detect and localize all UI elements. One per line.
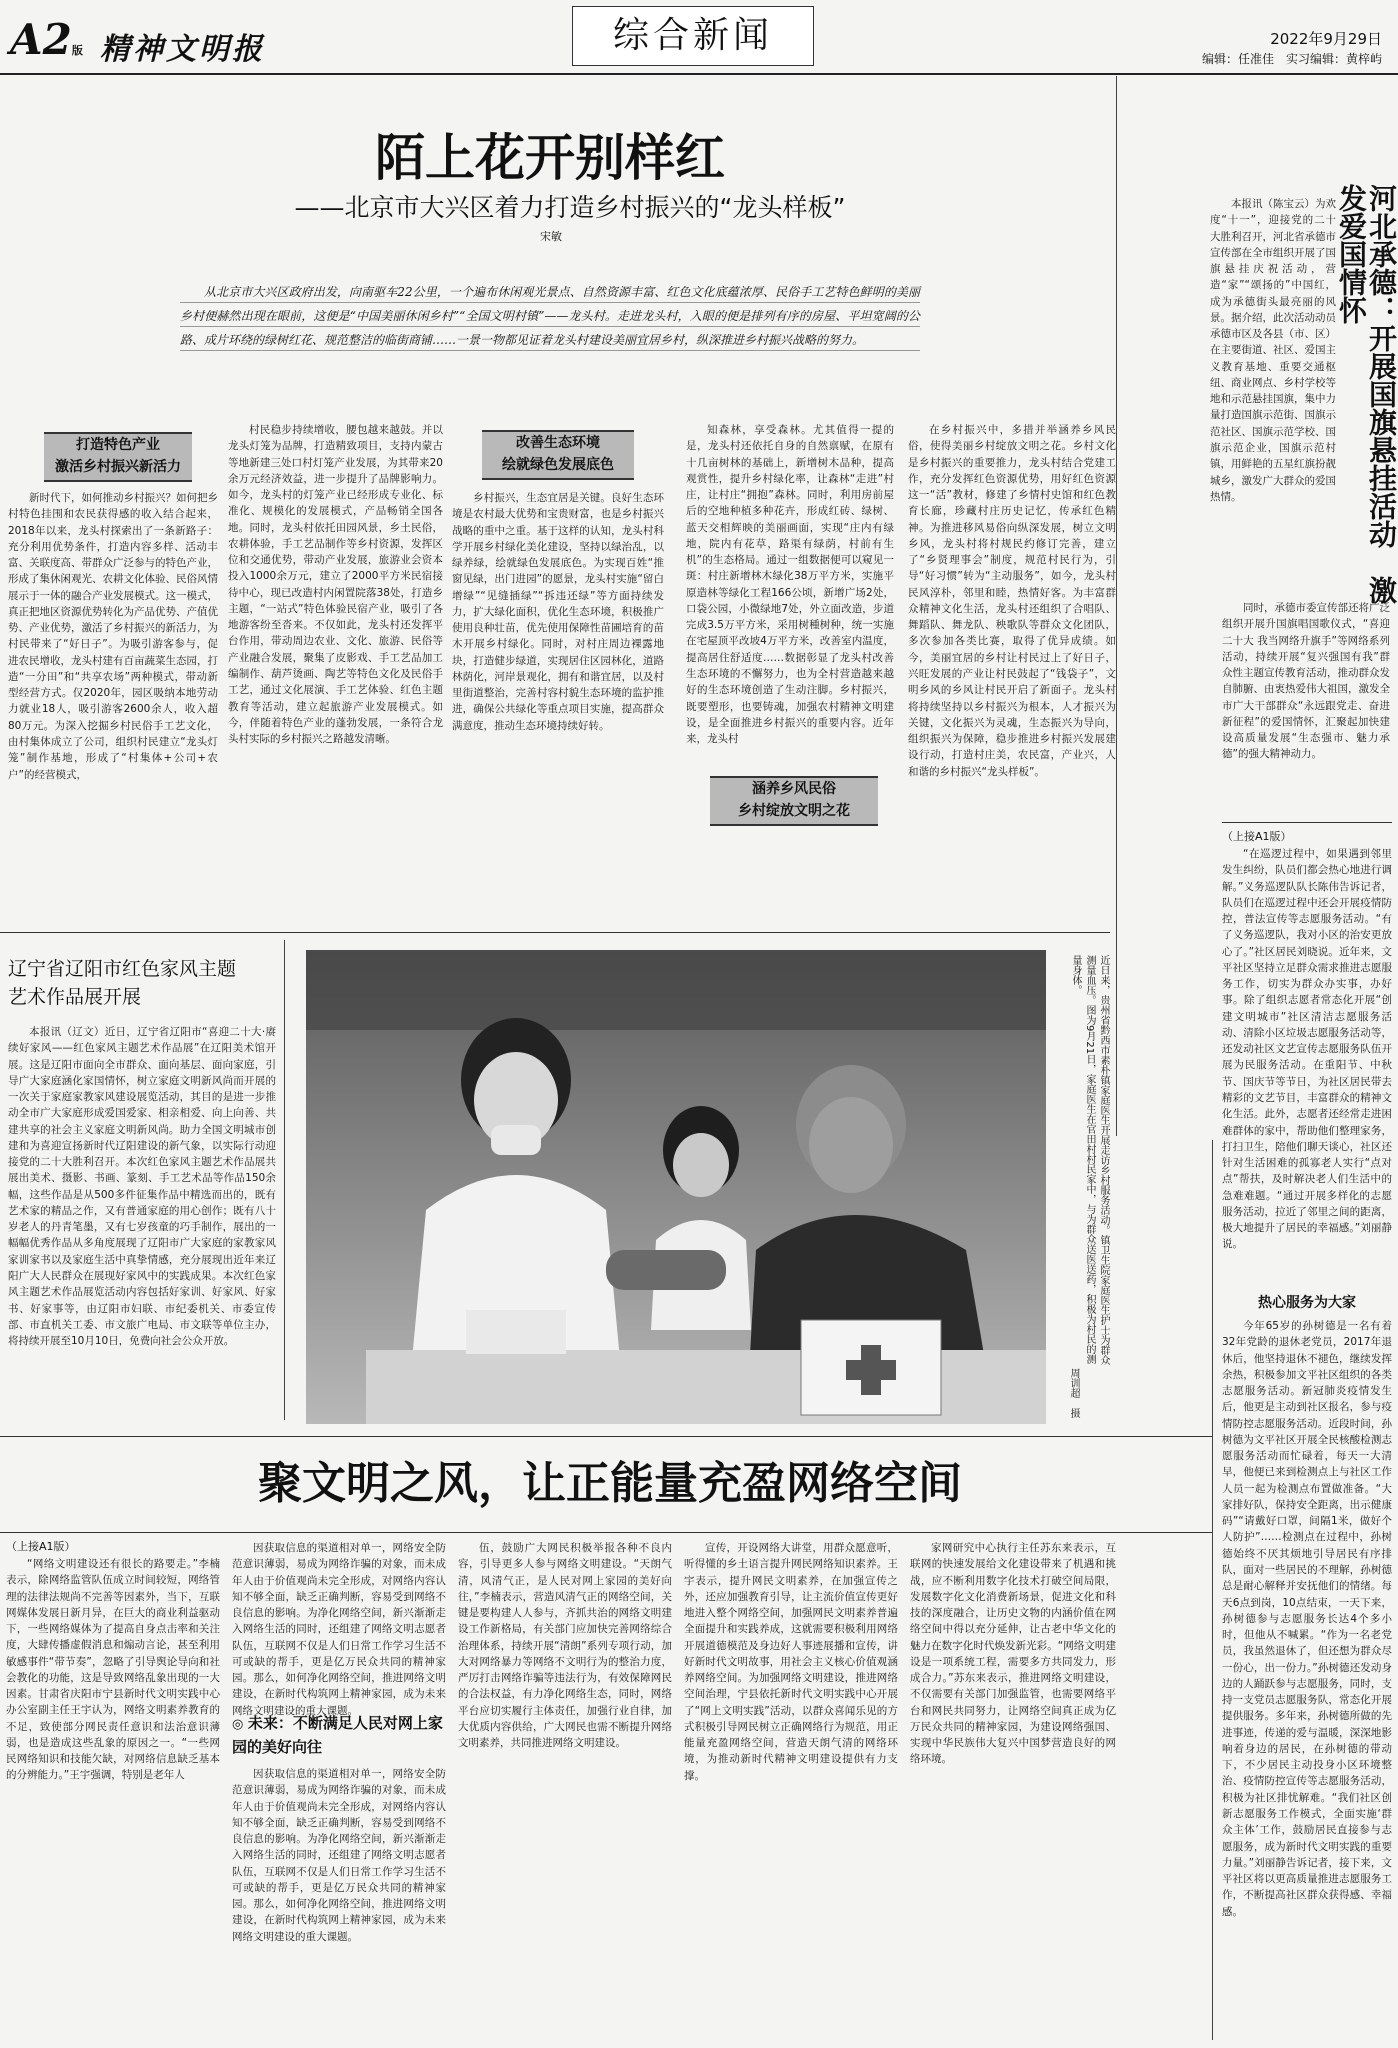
bottom-right-divider xyxy=(1212,1140,1213,2040)
lead-column-5: 在乡村振兴中，多措并举涵养乡风民俗，使得美丽乡村绽放文明之花。乡村文化是乡村振兴的重要推力，龙头村结合党建工作，充分发挥红色资源优势，用好红色资源这一“活”教材，修建了乡情村史馆和红色教育长廊，珍藏村庄历史记忆，传承红色精神。为推进移风易俗向纵深发展，树立文明乡风，龙头村将村规民约修订完善，建立了“乡贤理事会”制度，规范村民行为，引导“好习惯”转为“主动服务”，如今，龙头村民风淳朴，邻里和睦，热情好客。为丰富群众精神文化生活，龙头村还组织了合唱队、舞蹈队、舞龙队、秧歌队等群众文化团队，多次参加各类比赛，取得了优异成绩。如今，美丽宜居的乡村让村民过上了好日子，兴旺发展的产业让村民鼓起了“钱袋子”，文明乡风的乡风让村民开启了新面子。龙头村将持续坚持以乡村振兴为根本，人才振兴为关键，文化振兴为灵魂，生态振兴为导向，组织振兴为保障，稳步推进乡村振兴发展建设行动，打造村庄美，农民富，产业兴，人和谐的乡村振兴“龙头样板”。 xyxy=(908,424,1116,778)
bottom-title: 聚文明之风，让正能量充盈网络空间 xyxy=(258,1458,962,1509)
editors: 编辑：任准佳 实习编辑：黄梓屿 xyxy=(1201,52,1382,66)
right-story-column-1: 本报讯（陈宝云）为欢度“十一”，迎接党的二十大胜利召开，河北省承德市宣传部在全市组织开展了国旗悬挂庆祝活动，营造“家”“颂扬的”中国红，成为承德街头最亮丽的风景。据介绍，此次活动动员承德市区及各县（市、区）在主要街道、社区、爱国主义教育基地、重要交通枢纽、商业网点、乡村学校等地和示范悬挂国旗，集中力量打造国旗示范街、国旗示范社区、国旗示范学校、国旗示范企业，国旗示范村镇，用鲜艳的五星红旗扮靓城乡，激发广大群众的爱国热情。 xyxy=(1210,198,1336,503)
lead-title: 陌上花开别样红 xyxy=(375,129,725,187)
photo-caption: 近日来，贵州省黔西市素朴镇家庭医生开展走访乡村服务活动。镇卫生院家庭医生护士为群众测量血压。图为9月21日，家庭医生在官田村村民家中，与为群众送医送药，积极为村民的测量身体。 xyxy=(1070,955,1109,1365)
right-continued-text-2: 今年65岁的孙树德是一名有着32年党龄的退休老党员，2017年退休后，他坚持退休不褪色，继续发挥余热，积极参加文平社区组织的各类志愿服务活动。新冠肺炎疫情发生后，他更是主动到社区报名，参与疫情防控志愿服务活动。近段时间，孙树德为文平社区开展全民核酸检测志愿服务活动而忙碌着，每天一大清早，他便已来到检测点上与社区工作人员一起为检测点布置做准备。“大家排好队，保持安全距离，出示健康码”“请戴好口罩，间隔1米，做好个人防护”……检测点在过程中，孙树德始终不厌其烦地引导居民有序排队，面对一些居民的不理解，孙树德总是耐心解释并安抚他们的情绪。每天6点到岗，10点结束，一天下来，孙树德参与志愿服务长达4个多小时，但他从不喊累。“作为一名老党员，我虽然退休了，但还想为群众尽一份心，出一份力。”孙树德还发动身边的人踊跃参与志愿服务，同时，支持一支党员志愿服务队，常态化开展提供服务。多年来，孙树德所做的先进事迹，传递的爱与温暖，深深地影响着身边的居民，在孙树德的带动下，不少居民主动投身小区环境整治、疫情防控宣传等志愿服务活动，积极为社区排忧解难。“我们社区创新志愿服务工作模式，全面实施‘群众主体’工作，鼓励居民直接参与志愿服务，成为新时代文明实践的重要力量。”刘丽静告诉记者，接下来，文平社区将以更高质量推进志愿服务工作，不断提高社区群众获得感、幸福感。 xyxy=(1222,1320,1392,1918)
right-story-title: 河北承德：开展国旗悬挂活动 激发爱国情怀 xyxy=(1335,184,1398,604)
bottom-title-rule xyxy=(0,1532,1212,1533)
lead-byline: 宋敏 xyxy=(540,230,562,243)
lead-column-3: 乡村振兴，生态宜居是关键。良好生态环境是农村最大优势和宝贵财富，也是乡村振兴战略的重中之重。基于这样的认知，龙头村科学开展乡村绿化美化建设，坚持以绿治乱，以绿养绿，绘就绿色发展底色。为实现百姓“推窗见绿，出门进园”的愿景，龙头村实施“留白增绿”“见缝插绿”“拆违还绿”等方面持续发力，扩大绿化面积，优化生态环境，积极推广使用良种壮苗，优先使用保障性苗圃培育的苗木开展乡村绿化。同时，对村庄周边裸露地块，打造健步绿道，实现居住区园林化，道路林荫化，河岸景观化，拥有和谐宜居，以及村里街道整治，完善村容村貌生态环境的监护推进，确保公共绿化等重点项目实施，提高群众满意度，推动生态环境持续好转。 xyxy=(452,492,664,732)
left-story-text: 本报讯（辽文）近日，辽宁省辽阳市“喜迎二十大·赓续好家风——红色家风主题艺术作品展”在辽阳美术馆开展。这是辽阳市面向全市群众、面向基层、面向家庭，引导广大家庭涵化家国情怀，树立家庭文明新风尚而开展的一次关于家庭家教家风建设展览活动，其目的是进一步推动全市广大家庭形成爱国爱家、相亲相爱、向上向善、共建共享的社会主义家庭文明新风尚。助力全国文明城市创建和为喜迎宣扬新时代辽阳建设的新气象，以实际行动迎接党的二十大胜利召开。本次红色家风主题艺术作品展共展出美术、摄影、书画、篆刻、手工艺术品等作品150余幅，这些作品是从500多件征集作品中精选而出的，既有艺术家的精品之作，又有普通家庭的用心创作；既有八十岁老人的丹青笔墨，又有七岁孩童的巧手制作，展出的一幅幅优秀作品从多角度展现了辽阳市广大家庭的家教家风家训家书以及家庭生活中真挚情感，充分展现出近年来辽阳广大人民群众在展现好家风中的实践成果。本次红色家风主题艺术作品展览活动内容包括好家训、好家风、好家书、好家事等，由辽阳市妇联、市纪委机关、市委宣传部、市直机关工委、市文旅广电局、市文联等单位主办，将持续开展至10月10日，免费向社会公众开放。 xyxy=(8,1026,276,1348)
lead-subhead-3: 涵养乡风民俗 乡村绽放文明之花 xyxy=(710,776,878,826)
bottom-continued-label: （上接A1版） xyxy=(6,1540,76,1553)
bottom-subhead: ◎ 未来：不断满足人民对网上家园的美好向往 xyxy=(232,1714,443,1756)
lead-subhead-2: 改善生态环境 绘就绿色发展底色 xyxy=(482,430,634,480)
bottom-column-1: “网络文明建设还有很长的路要走。”李楠表示，除网络监管队伍成立时间较短，网络管理的法律法规尚不完善等因素外，当下，互联网媒体发展日新月异，在巨大的商业利益驱动下，一些网络媒体为了提高自身点击率和关注度，大肆传播虚假消息和煽动言论，甚至利用敏感事件“带节奏”，忽略了引导舆论导向和社会教化的功能，这是导致网络乱象出现的一大因素。甘肃省庆阳市宁县新时代文明实践中心办公室副主任王宇认为，网络文明素养教育的不足，致使部分网民责任意识和法治意识薄弱，也是造成这些乱象的原因之一。“一些网民网络知识和技能欠缺，对网络信息缺乏基本的分辨能力。”王宇强调，特别是老年人 xyxy=(6,1558,220,1782)
news-photo xyxy=(306,950,1046,1424)
right-column-divider xyxy=(1116,76,1117,1136)
lead-bottom-rule xyxy=(0,932,1110,933)
section-title: 综合新闻 xyxy=(612,15,773,56)
right-continued-text: “在巡逻过程中，如果遇到邻里发生纠纷，队员们都会热心地进行调解。”义务巡逻队队长陈伟告诉记者，队员们在巡逻过程中还会开展疫情防控，普法宣传等志愿服务活动。“有了义务巡逻队，我对小区的治安更放心了。”社区居民刘晓说。近年来，文平社区坚持立足群众需求推进志愿服务工作，切实为群众办实事，办好事。除了组织志愿者常态化开展“创建文明城市”社区清洁志愿服务活动、清除小区垃圾志愿服务活动等，还发动社区文艺宣传志愿服务队伍开展为民服务活动。在重阳节、中秋节、国庆节等节日，为社区居民带去精彩的文艺节目，丰富群众的精神文化生活。此外，志愿者还经常走进困难群体的家中，帮助他们整理家务，打扫卫生，陪他们聊天谈心，社区还针对生活困难的孤寡老人实行“点对点”帮扶，及时解决老人们生活中的急难难题。“通过开展多样化的志愿服务活动，拉近了邻里之间的距离，极大地提升了居民的幸福感。”刘丽静说。 xyxy=(1222,848,1392,1251)
lead-subhead-1: 打造特色产业 激活乡村振兴新活力 xyxy=(44,432,192,482)
lead-column-4: 知森林，享受森林。尤其值得一提的是，龙头村还依托自身的自然禀赋，在原有十几亩树林的基础上，新增树木品种，提高观赏性，提升乡村绿化率，让森林“走进”村庄，让村庄“拥抱”森林。同时，利用房前屋后的空地种植多种花卉，形成红砖、绿树、蓝天交相辉映的美丽画面，实现“庄内有绿地，院内有花草，路渠有绿荫，村前有生机”的生态格局。通过一组数据便可以窥见一斑：村庄新增林木绿化38万平方米，实施平原造林等绿化工程166公顷，新增广场2处，口袋公园，小微绿地7处，外立面改造，步道完成3.5万平方米，采用树種树种，统一实施在宅屋顶平改坡4万平方米，改善室内温度，提高居住舒适度……数据彰显了龙头村改善生态环境的不懈努力，也为全村营造越来越好的生态环境创造了生动注脚。乡村振兴，既要塑形，也要铸魂，加强农村精神文明建设，是全面推进乡村振兴的重要内容。近年来，龙头村 xyxy=(686,424,894,746)
left-story-title: 辽宁省辽阳市红色家风主题艺术作品展开展 xyxy=(8,958,237,1008)
section-box xyxy=(572,6,814,66)
photo-illustration xyxy=(306,950,1046,1424)
bottom-column-4: 宣传，开设网络大讲堂，用群众愿意听，听得懂的乡土语言提升网民网络知识素养。王宇表示，提升网民文明素养，在加强宣传之外，还应加强教育引导，让主流价值宣传更好地进入整个网络空间，加强网民文明素养普遍全面提升和实践养成，这就需要积极利用网络开展道德模范及身边好人事迹展播和宣传，讲好新时代文明故事，用社会主义核心价值观涵养网络空间。为加强网络文明建设，推进网络空间治理，宁县依托新时代文明实践中心开展了“网上文明实践”活动，以群众喜闻乐见的方式积极引导网民树立正确网络行为规范，用正能量充盈网络空间，营造天朗气清的网络环境，为推动新时代精神文明建设提供有力支撑。 xyxy=(684,1542,898,1782)
lead-intro: 从北京市大兴区政府出发，向南驱车22公里，一个遍布休闲观光景点、自然资源丰富、红色文化底蕴浓厚、民俗手工艺特色鲜明的美丽乡村便赫然出现在眼前，这便是“中国美丽休闲乡村”“全国文明村镇”——龙头村。走进龙头村，入眼的便是排列有序的房屋、平坦宽阔的公路、成片环绕的绿树红花、规范整洁的临街商铺……一景一物都见证着龙头村建设美丽宜居乡村，纵深推进乡村振兴战略的努力。 xyxy=(180,280,920,352)
right-continued-label: （上接A1版） xyxy=(1222,830,1292,843)
lead-subtitle: ——北京市大兴区着力打造乡村振兴的“龙头样板” xyxy=(294,193,846,222)
photo-credit: 周训超 摄 xyxy=(1068,1368,1079,1418)
issue-date: 2022年9月29日 xyxy=(1270,30,1382,48)
paper-name: 精神文明报 xyxy=(100,32,265,67)
page-number: A2版 xyxy=(10,15,83,64)
bottom-column-2: 因获取信息的渠道相对单一，网络安全防范意识薄弱，易成为网络诈骗的对象，而未成年人由于价值观尚未完全形成，对网络内容认知不够全面，缺乏正确判断，容易受到网络不良信息的影响。为净化网络空间，新兴渐渐走入网络生活的同时，还组建了网络文明志愿者队伍，互联网不仅是人们日常工作学习生活不可或缺的帮手，更是亿万民众共同的精神家园。那么，如何净化网络空间，推进网络文明建设，在新时代构筑网上精神家园，成为未来网络文明建设的重大课题。 xyxy=(232,1542,446,1717)
lead-column-1: 新时代下，如何推动乡村振兴？如何把乡村特色挂围和农民获得感的收入结合起来，2018年以来，龙头村探索出了一条新路子：充分利用优势条件，打造内容多样、活动丰富、关联度高、带群众广泛参与的特色产业，形成了集休闲观光、农耕文化体验、民俗风情展示于一体的融合产业发展模式。这一模式，真正把地区资源优势转化为产品优势、产值优势、产业优势，激活了乡村振兴的新活力，为村民带来了“好日子”。为吸引游客参与，促进农民增收，龙头村建有百亩蔬菜生态园，打造“一分田”和“共享农场”两种模式，带动新型经营方式。仅2020年，园区吸纳本地劳动力就业18人，吸引游客2600余人，收入超80万元。为深入挖掘乡村民俗手工艺文化，由村集体成立了公司，组织村民建立“龙头灯笼”制作基地，形成了“村集体+公司+农户”的经营模式， xyxy=(8,492,218,781)
right-subhead: 热心服务为大家 xyxy=(1258,1295,1356,1311)
masthead xyxy=(0,0,1398,76)
bottom-subhead-icon: ◎ xyxy=(232,1717,248,1732)
right-story-column-2: 同时，承德市委宣传部还将广泛组织开展升国旗唱国歌仪式，“喜迎二十大 我当网络升旗手”等网络系列活动，持续开展“复兴强国有我”群众性主题宣传教育活动，推动群众发自肺腑、由衷热爱伟大祖国，激发全市广大干部群众“永远跟党走、奋进新征程”的爱国情怀，汇聚起加快建设高质量发展“生态强市、魅力承德”的强大精神动力。 xyxy=(1222,602,1390,761)
masthead-rule xyxy=(0,73,1398,75)
right-story-rule xyxy=(1222,822,1392,823)
bottom-column-2b: 因获取信息的渠道相对单一，网络安全防范意识薄弱，易成为网络诈骗的对象，而未成年人由于价值观尚未完全形成，对网络内容认知不够全面，缺乏正确判断，容易受到网络不良信息的影响。为净化网络空间，新兴渐渐走入网络生活的同时，还组建了网络文明志愿者队伍，互联网不仅是人们日常工作学习生活不可或缺的帮手，更是亿万民众共同的精神家园。那么，如何净化网络空间，推进网络文明建设，在新时代构筑网上精神家园，成为未来网络文明建设的重大课题。 xyxy=(232,1768,446,1943)
lead-column-2: 村民稳步持续增收，腰包越来越鼓。并以龙头灯笼为品牌，打造精致项目，支持内蒙古等地新建三处口村灯笼产业发展，为其带来20余万元经济效益，进一步提升了品牌影响力。如今，龙头村的灯笼产业已经形成专业化、标准化、规模化的发展模式，产品畅销全国各地。同时，龙头村依托田园风景，乡土民俗，农耕体验，手工艺品制作等乡村资源，发挥区位和交通优势，带动产业发展，旅游业会资本投入1000余万元，建立了2000平方米民宿接待中心，现已改造村内闲置院落38处，打造乡主题，“一站式”特色体验民宿产业，吸引了各地游客纷至沓来。不仅如此，龙头村还发挥平台作用，带动周边农业、文化、旅游、民俗等产业融合发展，聚集了皮影戏、手工艺品加工编制作、葫芦烫画、陶艺等特色文化及民俗手工艺，通过文化展演、手工艺体验、红色主题教育等活动，建立起旅游产业发展模式。如今，伴随着特色产业的蓬勃发展，一条符合龙头村实际的乡村振兴之路越发清晰。 xyxy=(228,424,443,746)
bottom-top-rule xyxy=(0,1436,1212,1437)
bottom-column-5: 家网研究中心执行主任苏东来表示，互联网的快速发展给文化建设带来了机遇和挑战，应不断利用数字化技术打破空间局限，发展数字化文化消费新场景，促进文化和科技的深度融合，让历史文物的内涵价值在网络空间中得以充分延伸，让古老中华文化的魅力在数字化时代焕发新光彩。“网络文明建设是一项系统工程，需要多方共同发力，形成合力。”苏东来表示，推进网络文明建设，不仅需要有关部门加强监管，也需要网络平台和网民共同努力，让网络空间真正成为亿万民众共同的精神家园，为建设网络强国、实现中华民族伟大复兴中国梦营造良好的网络环境。 xyxy=(910,1542,1116,1766)
bottom-column-3: 伍，鼓励广大网民积极举报各种不良内容，引导更多人参与网络文明建设。“天朗气清，风清气正，是人民对网上家园的美好向往，”李楠表示，营造风清气正的网络空间，关键是要构建人人参与，齐抓共治的网络文明建设工作新格局，有关部门应加快完善网络综合治理体系，持续开展“清朗”系列专项行动，加大对网络暴力等网络不文明行为的整治力度，严厉打击网络诈骗等违法行为，有效保障网民的合法权益，有力净化网络生态，同时，网络平台应切实履行主体责任，加强行业自律，加大优质内容供给，广大网民也需不断提升网络文明素养，共同推进网络文明建设。 xyxy=(458,1542,672,1750)
left-story-divider xyxy=(284,940,285,1420)
